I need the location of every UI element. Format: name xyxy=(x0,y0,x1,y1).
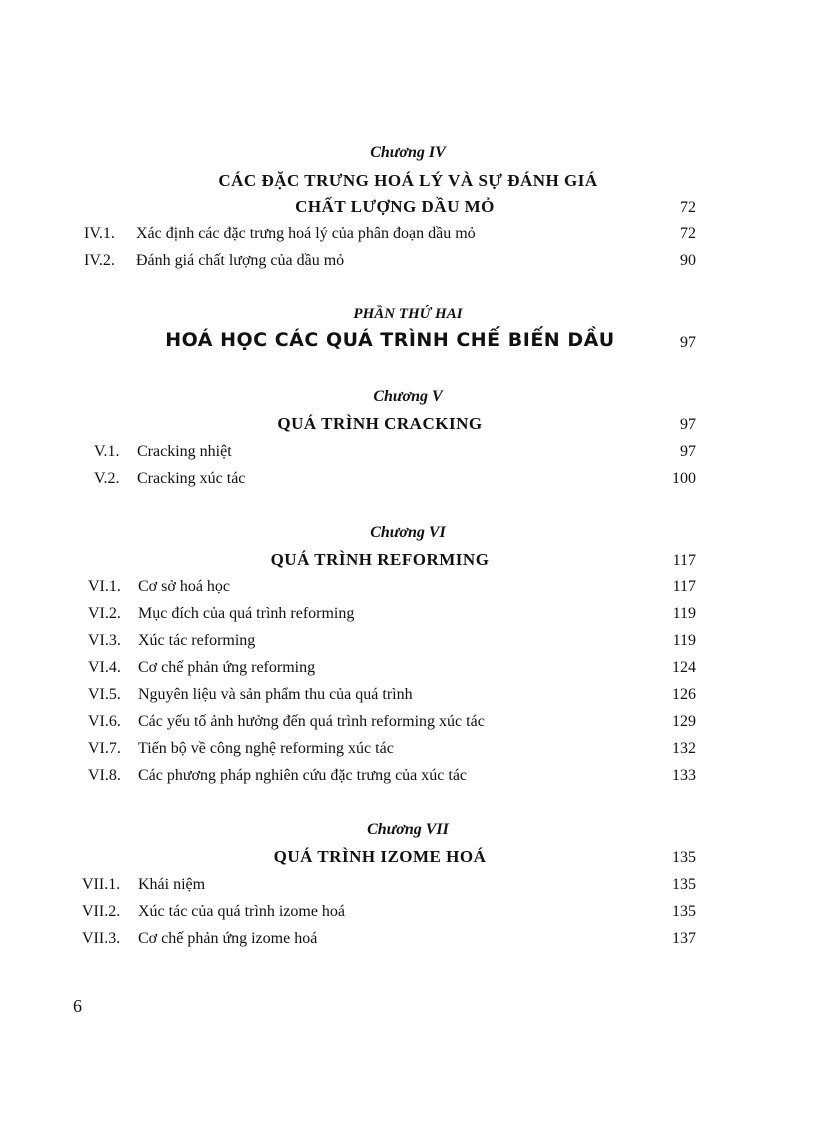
toc-entry-title: Cơ chế phản ứng izome hoá xyxy=(138,930,318,947)
toc-entry-page: 132 xyxy=(672,740,696,757)
toc-entry[interactable] xyxy=(0,903,816,927)
toc-entry-number: VI.4. xyxy=(88,659,121,676)
chapter-5-label: Chương V xyxy=(373,388,443,405)
toc-entry-page: 137 xyxy=(672,930,696,947)
toc-entry-number: VI.6. xyxy=(88,713,121,730)
toc-entry-title: Cơ sở hoá học xyxy=(138,578,231,595)
toc-entry-number: VI.1. xyxy=(88,578,121,595)
chapter-5-title: QUÁ TRÌNH CRACKING xyxy=(277,414,483,433)
toc-entry-title: Khái niệm xyxy=(138,876,206,893)
toc-entry[interactable] xyxy=(0,632,816,656)
toc-entry-page: 126 xyxy=(672,686,696,703)
toc-entry[interactable] xyxy=(0,252,816,276)
part-2-title: HOÁ HỌC CÁC QUÁ TRÌNH CHẾ BIẾN DẦU xyxy=(165,329,615,351)
chapter-4-page: 72 xyxy=(680,199,696,216)
chapter-7-label: Chương VII xyxy=(367,821,449,838)
toc-entry[interactable] xyxy=(0,767,816,791)
toc-entry-number: V.1. xyxy=(94,443,120,460)
chapter-4-title-line1: CÁC ĐẶC TRƯNG HOÁ LÝ VÀ SỰ ĐÁNH GIÁ xyxy=(218,171,598,190)
toc-entry-page: 100 xyxy=(672,470,696,487)
chapter-6-title: QUÁ TRÌNH REFORMING xyxy=(270,550,490,569)
toc-entry[interactable] xyxy=(0,605,816,629)
toc-entry-page: 133 xyxy=(672,767,696,784)
part-2-page: 97 xyxy=(680,334,696,351)
page-number: 6 xyxy=(73,996,82,1016)
toc-entry-page: 135 xyxy=(672,903,696,920)
toc-entry-title: Đánh giá chất lượng của dầu mỏ xyxy=(136,252,345,269)
toc-entry-number: VII.3. xyxy=(82,930,121,947)
toc-entry[interactable] xyxy=(0,713,816,737)
toc-entry[interactable] xyxy=(0,578,816,602)
toc-entry-title: Xúc tác reforming xyxy=(138,632,256,649)
toc-entry-number: V.2. xyxy=(94,470,120,487)
chapter-4-title-line2: CHẤT LƯỢNG DẦU MỎ xyxy=(295,197,495,216)
toc-entry[interactable] xyxy=(0,686,816,710)
toc-entry-page: 97 xyxy=(680,443,696,460)
toc-entry-page: 119 xyxy=(672,632,696,649)
toc-entry-title: Các phương pháp nghiên cứu đặc trưng của xúc tác xyxy=(138,767,468,784)
toc-entry-page: 72 xyxy=(680,225,696,242)
toc-entry-page: 90 xyxy=(680,252,696,269)
toc-entry-title: Các yếu tố ảnh hưởng đến quá trình reforming xúc tác xyxy=(138,713,485,730)
chapter-5-page: 97 xyxy=(680,416,696,433)
toc-entry-page: 129 xyxy=(672,713,696,730)
toc-entry[interactable] xyxy=(0,659,816,683)
toc-entry-number: VI.7. xyxy=(88,740,121,757)
toc-entry[interactable] xyxy=(0,876,816,900)
toc-entry-number: VI.2. xyxy=(88,605,121,622)
chapter-6-page: 117 xyxy=(672,552,696,569)
toc-entry-title: Xác định các đặc trưng hoá lý của phân đoạn dầu mỏ xyxy=(136,225,476,242)
toc-entry[interactable] xyxy=(0,443,816,467)
toc-entry-title: Cơ chế phản ứng reforming xyxy=(138,659,316,676)
chapter-4-label: Chương IV xyxy=(370,144,446,161)
toc-entry-number: IV.1. xyxy=(84,225,115,242)
toc-entry-title: Nguyên liệu và sản phẩm thu của quá trình xyxy=(138,686,413,703)
toc-entry-page: 119 xyxy=(672,605,696,622)
toc-entry-number: VI.8. xyxy=(88,767,121,784)
chapter-7-title: QUÁ TRÌNH IZOME HOÁ xyxy=(273,847,487,866)
toc-entry[interactable] xyxy=(0,930,816,954)
toc-entry-number: IV.2. xyxy=(84,252,115,269)
chapter-6-label: Chương VI xyxy=(370,524,446,541)
toc-entry-number: VII.2. xyxy=(82,903,121,920)
toc-entry-page: 124 xyxy=(672,659,696,676)
chapter-7-page: 135 xyxy=(672,849,696,866)
toc-entry-number: VII.1. xyxy=(82,876,121,893)
toc-entry-page: 135 xyxy=(672,876,696,893)
toc-entry[interactable] xyxy=(0,470,816,494)
toc-entry-title: Cracking nhiệt xyxy=(137,443,232,460)
toc-entry-title: Mục đích của quá trình reforming xyxy=(138,605,355,622)
part-2-label: PHẦN THỨ HAI xyxy=(353,306,463,322)
toc-entry-title: Cracking xúc tác xyxy=(137,470,246,487)
toc-entry[interactable] xyxy=(0,225,816,249)
toc-entry-title: Tiến bộ về công nghệ reforming xúc tác xyxy=(138,740,394,757)
toc-entry-page: 117 xyxy=(672,578,696,595)
toc-entry-number: VI.3. xyxy=(88,632,121,649)
toc-entry-number: VI.5. xyxy=(88,686,121,703)
toc-entry[interactable] xyxy=(0,740,816,764)
toc-entry-title: Xúc tác của quá trình izome hoá xyxy=(138,903,346,920)
